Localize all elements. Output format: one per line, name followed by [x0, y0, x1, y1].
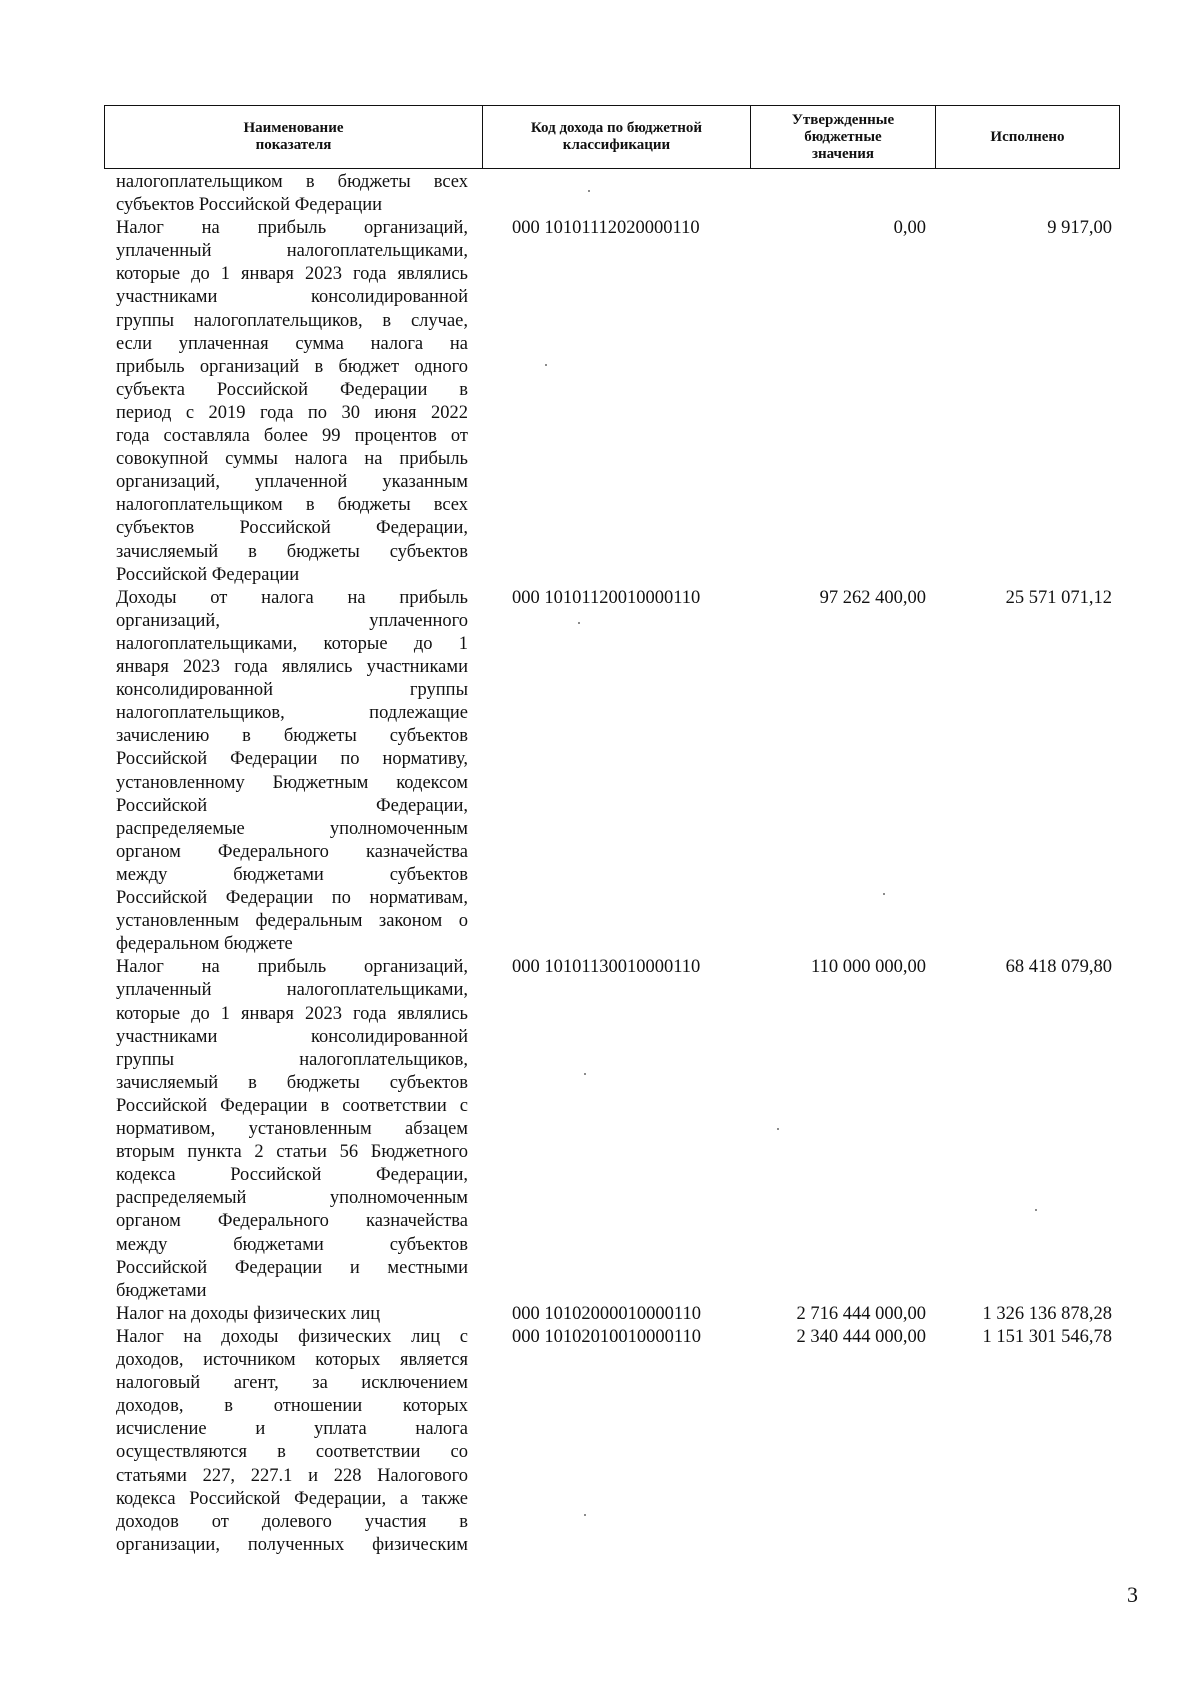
indicator-name-line: распределяемые уполномоченным [116, 818, 468, 839]
executed-value: 25 571 071,12 [1005, 587, 1112, 608]
indicator-name-line: распределяемый уполномоченным [116, 1188, 468, 1209]
planned-value: 0,00 [893, 218, 926, 239]
indicator-name-line: Российской Федерации [116, 564, 300, 585]
indicator-name-line: между бюджетами субъектов [116, 1234, 468, 1255]
scan-speck [578, 622, 580, 624]
executed-value: 9 917,00 [1047, 218, 1112, 239]
indicator-name-line: нормативом, установленным абзацем [116, 1119, 468, 1140]
executed-value: 1 326 136 878,28 [982, 1303, 1112, 1324]
indicator-name-line: кодекса Российской Федерации, а также [116, 1488, 468, 1509]
indicator-name-line: Российской Федерации и местными [116, 1257, 468, 1278]
indicator-name-line: года составляла более 99 процентов от [116, 426, 468, 447]
scan-speck [588, 190, 590, 192]
indicator-name-line: участниками консолидированной [116, 1026, 468, 1047]
scan-speck [584, 1073, 586, 1075]
indicator-name-line: совокупной суммы налога на прибыль [116, 449, 468, 470]
indicator-name-line: организаций, уплаченной указанным [116, 472, 468, 493]
indicator-name-line: доходов, в отношении которых [116, 1396, 468, 1417]
indicator-name-line: Российской Федерации в соответствии с [116, 1095, 468, 1116]
indicator-name-line: осуществляются в соответствии со [116, 1442, 468, 1463]
indicator-name-line: Российской Федерации по нормативу, [116, 749, 468, 770]
indicator-name-line: Налог на доходы физических лиц [116, 1303, 381, 1324]
scan-speck [883, 893, 885, 895]
indicator-name-line: период с 2019 года по 30 июня 2022 [116, 402, 468, 423]
budget-code: 000 10102000010000110 [512, 1303, 701, 1324]
indicator-name-line: участниками консолидированной [116, 287, 468, 308]
indicator-name-line: Налог на прибыль организаций, [116, 957, 468, 978]
page-number: 3 [1127, 1582, 1138, 1607]
indicator-name-line: бюджетами [116, 1280, 207, 1301]
indicator-name-line: уплаченный налогоплательщиками, [116, 980, 468, 1001]
indicator-name-line: Доходы от налога на прибыль [116, 587, 468, 608]
indicator-name-line: федеральном бюджете [116, 934, 293, 955]
indicator-name [116, 171, 468, 217]
indicator-name-line: зачислению в бюджеты субъектов [116, 726, 468, 747]
indicator-name-line: исчисление и уплата налога [116, 1419, 468, 1440]
indicator-name-line: Налог на доходы физических лиц с [116, 1327, 468, 1347]
header-executed: Исполнено [990, 128, 1065, 145]
indicator-name [116, 956, 468, 1302]
indicator-name-line: прибыль организаций в бюджет одного [116, 356, 468, 377]
budget-code: 000 10101130010000110 [512, 957, 701, 978]
scan-speck [584, 1514, 586, 1516]
indicator-name-line: кодекса Российской Федерации, [116, 1165, 468, 1186]
indicator-name-line: установленному Бюджетным кодексом [116, 772, 468, 793]
indicator-name-line: зачисляемый в бюджеты субъектов [116, 541, 468, 562]
indicator-name-line: уплаченный налогоплательщиками, [116, 241, 468, 262]
indicator-name-line: доходов от долевого участия в [116, 1511, 468, 1532]
budget-code: 000 10101112020000110 [512, 218, 700, 239]
planned-value: 110 000 000,00 [811, 957, 926, 978]
indicator-name-line: которые до 1 января 2023 года являлись [116, 264, 468, 285]
scan-speck [1035, 1209, 1037, 1211]
indicator-name [116, 217, 468, 587]
indicator-name-line: если уплаченная сумма налога на [116, 333, 468, 354]
indicator-name-line: между бюджетами субъектов [116, 864, 468, 885]
indicator-name-line: доходов, источником которых является [116, 1350, 468, 1371]
header-name: Наименование показателя [105, 106, 483, 168]
indicator-name-line: статьями 227, 227.1 и 228 Налогового [116, 1465, 468, 1486]
indicator-name-line: налогоплательщиком в бюджеты всех [116, 172, 468, 192]
indicator-name-line: Налог на прибыль организаций, [116, 218, 468, 239]
indicator-name-line: которые до 1 января 2023 года являлись [116, 1003, 468, 1024]
indicator-name-line: Российской Федерации по нормативам, [116, 888, 468, 909]
scan-speck [545, 364, 547, 366]
indicator-name-line: субъектов Российской Федерации [116, 195, 383, 216]
indicator-name-line: налогоплательщиков, подлежащие [116, 703, 468, 724]
planned-value: 2 340 444 000,00 [796, 1327, 926, 1347]
executed-value: 68 418 079,80 [1005, 957, 1112, 978]
indicator-name [116, 587, 468, 957]
header-planned: Утвержденные бюджетные значения [751, 106, 936, 168]
indicator-name-line: консолидированной группы [116, 680, 468, 701]
indicator-name-line: субъектов Российской Федерации, [116, 518, 468, 539]
header-code: Код дохода по бюджетной классификации [483, 106, 751, 168]
indicator-name-line: налогоплательщиком в бюджеты всех [116, 495, 468, 516]
budget-code: 000 10102010010000110 [512, 1327, 701, 1347]
indicator-name-line: вторым пункта 2 статьи 56 Бюджетного [116, 1142, 468, 1163]
indicator-name-line: субъекта Российской Федерации в [116, 379, 468, 400]
scan-speck [777, 1128, 779, 1130]
indicator-name-line: организаций, уплаченного [116, 610, 468, 631]
indicator-name-line: налоговый агент, за исключением [116, 1373, 468, 1394]
indicator-name-line: установленным федеральным законом о [116, 911, 468, 932]
indicator-name [116, 1303, 468, 1326]
planned-value: 2 716 444 000,00 [796, 1303, 926, 1324]
indicator-name-line: организации, полученных физическим [116, 1534, 468, 1555]
indicator-name [116, 1326, 468, 1557]
indicator-name-line: органом Федерального казначейства [116, 841, 468, 862]
indicator-name-line: налогоплательщиками, которые до 1 [116, 633, 468, 654]
planned-value: 97 262 400,00 [819, 587, 926, 608]
indicator-name-line: января 2023 года являлись участниками [116, 657, 468, 678]
executed-value: 1 151 301 546,78 [982, 1327, 1112, 1347]
indicator-name-line: зачисляемый в бюджеты субъектов [116, 1072, 468, 1093]
indicator-name-line: группы налогоплательщиков, [116, 1049, 468, 1070]
indicator-name-line: органом Федерального казначейства [116, 1211, 468, 1232]
indicator-name-line: группы налогоплательщиков, в случае, [116, 310, 468, 331]
budget-code: 000 10101120010000110 [512, 587, 701, 608]
indicator-name-line: Российской Федерации, [116, 795, 468, 816]
